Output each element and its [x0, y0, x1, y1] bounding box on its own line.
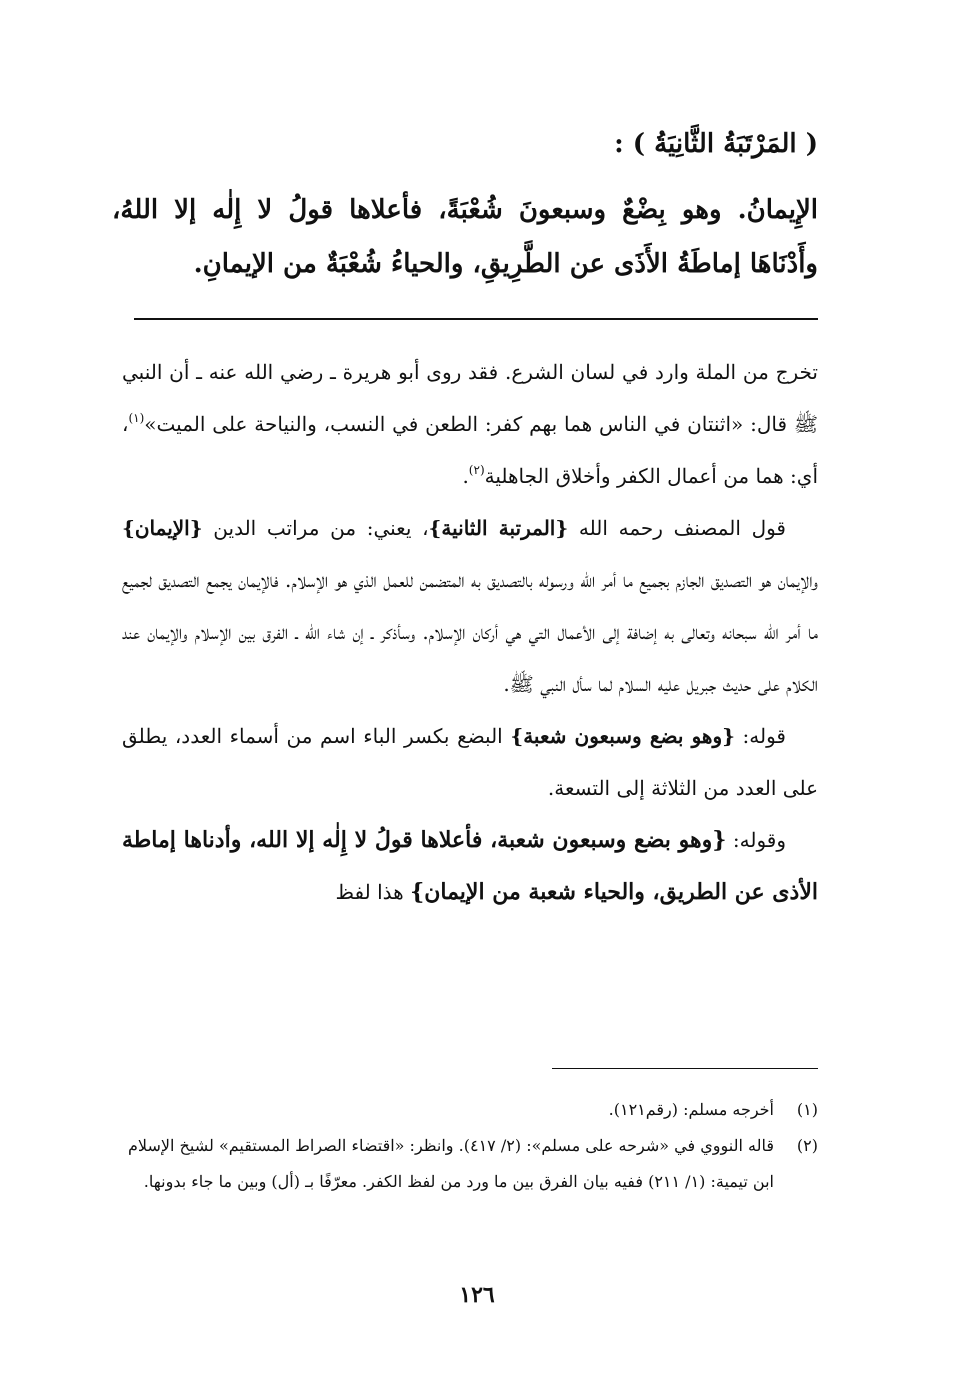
footnote-1-text: أخرجه مسلم: (رقم١٢١). [608, 1100, 774, 1119]
commentary-paragraph-1 [122, 346, 818, 502]
commentary-paragraph-3 [122, 710, 818, 814]
footnote-1 [128, 1092, 818, 1128]
commentary-p4-bold: {وهو بضع وسبعون شعبة، فأعلاها قولُ لا إِلٰه إلا الله، وأدناها إماطة الأذى عن الطريق، والحياء شعبة من الإيمان} [122, 827, 818, 905]
footnote-separator-rule [552, 1068, 818, 1069]
commentary-p1-end: . [462, 464, 469, 488]
page-number: ١٢٦ [459, 1282, 495, 1308]
commentary-p3-bold: {وهو بضع وسبعون شعبة} [510, 724, 735, 748]
commentary-p1-text2: ، أي: هما من أعمال الكفر وأخلاق الجاهلية [122, 412, 818, 488]
commentary-paragraph-4 [122, 814, 818, 918]
commentary-p4-rest: هذا لفظ [335, 880, 411, 904]
commentary-p2-rest: والإيمان هو التصديق الجازم بجميع ما أمر الله ورسوله بالتصديق به المتضمن للعمل الذي هو الإسلام. فالإيمان يجمع التصديق لجميع ما أمر الله سبحانه وتعالى به إضافة إلى الأعمال التي هي أركان الإسلام. وسأذكر ـ إن شاء الله ـ الفرق بين الإسلام والإيمان عند الكلام على حديث جبريل عليه السلام لما سأل النبي ﷺ. [122, 568, 818, 696]
footnote-2-number: (٢) [796, 1136, 818, 1155]
commentary-p2-bold-2: {الإيمان} [122, 516, 203, 540]
footnotes [128, 1092, 818, 1200]
commentary-p2-bold-1: {المرتبة الثانية} [428, 516, 569, 540]
commentary-body [122, 346, 818, 918]
commentary-paragraph-2 [122, 502, 818, 710]
commentary-p3-start: قوله: [734, 724, 786, 748]
matn-separator-rule [134, 318, 818, 320]
footnote-ref-2[interactable]: (٢) [468, 463, 485, 477]
commentary-p2-mid: ، يعني: من مراتب الدين [202, 516, 429, 540]
footnote-2-text: قاله النووي في «شرحه على مسلم»: (٢/ ٤١٧). وانظر: «اقتضاء الصراط المستقيم» لشيخ الإسلام ابن تيمية: (١/ ٢١١) ففيه بيان الفرق بين ما ورد من لفظ الكفر. معرّفًا بـ (أل) وبين ما جاء بدونها. [128, 1136, 774, 1191]
footnote-1-number: (١) [796, 1100, 818, 1119]
footnote-ref-1[interactable]: (١) [128, 411, 145, 425]
commentary-p4-start: وقوله: [726, 828, 786, 852]
section-heading: ( المَرْتَبَةُ الثَّانِيَةُ ) : [614, 129, 818, 159]
matn-line-2: وأَدْنَاهَا إماطَةُ الأَذَى عن الطَّرِيقِ، والحياءُ شُعْبَةٌ من الإيمانِ. [193, 249, 818, 279]
footnote-2 [128, 1128, 818, 1200]
commentary-p1-text: تخرج من الملة وارد في لسان الشرع. فقد روى أبو هريرة ـ رضي الله عنه ـ أن النبي ﷺ قال: «اثنتان في الناس هما بهم كفر: الطعن في النسب، والنياحة على الميت» [122, 360, 818, 436]
matn-line-1: الإِيمانُ. وهو بِضْعٌ وسبعونَ شُعْبَةً، فأعلاها قولُ لا إِلٰه إلا اللهُ، [112, 195, 818, 225]
commentary-p3-rest: البضع بكسر الباء اسم من أسماء العدد، يطلق على العدد من الثلاثة إلى التسعة. [122, 724, 818, 800]
commentary-p2-start: قول المصنف رحمه الله [568, 516, 786, 540]
